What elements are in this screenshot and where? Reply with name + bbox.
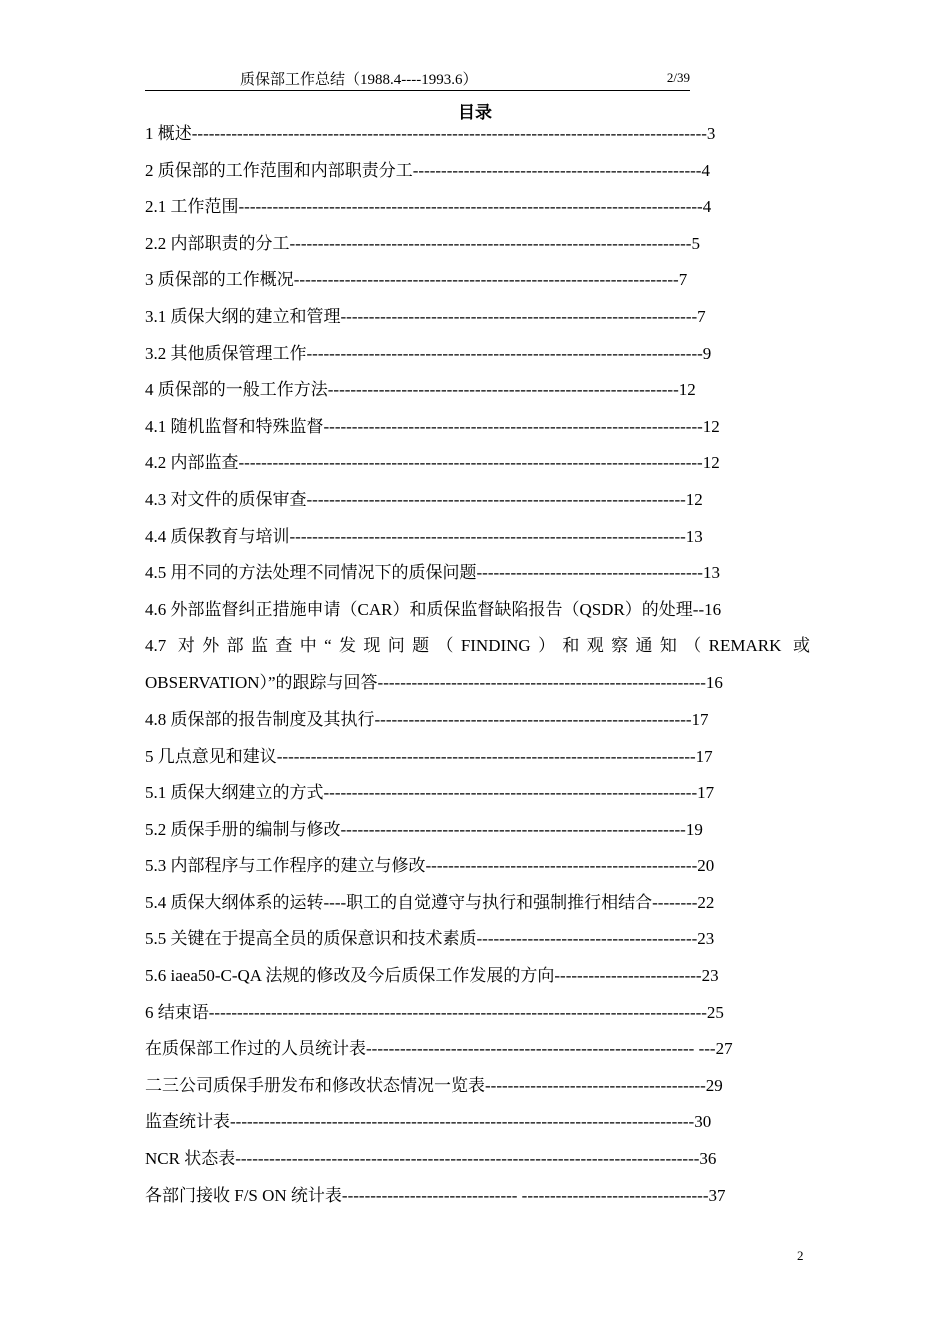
header-page-indicator: 2/39	[666, 70, 690, 85]
toc-entry[interactable]: 5.5 关键在于提高全员的质保意识和技术素质---------------------------------------23	[145, 929, 715, 949]
toc-entry[interactable]: 4.6 外部监督纠正措施申请（CAR）和质保监督缺陷报告（QSDR）的处理--16	[145, 599, 722, 619]
toc-entry[interactable]: 2.2 内部职责的分工-----------------------------------------------------------------------5	[145, 233, 700, 253]
toc-heading: 目录	[458, 103, 492, 123]
toc-entry[interactable]: 5 几点意见和建议--------------------------------------------------------------------------17	[145, 746, 713, 766]
toc-entry[interactable]: 4.3 对文件的质保审查-------------------------------------------------------------------12	[145, 489, 703, 509]
toc-entry[interactable]: 6 结束语----------------------------------------------------------------------------------------25	[145, 1002, 724, 1022]
footer-page-number: 2	[797, 1248, 804, 1263]
toc-entry[interactable]: 5.4 质保大纲体系的运转----职工的自觉遵守与执行和强制推行相结合--------22	[145, 892, 715, 912]
toc-entry[interactable]: 监查统计表----------------------------------------------------------------------------------30	[145, 1112, 712, 1132]
header-title: 质保部工作总结（1988.4----1993.6）	[240, 72, 478, 88]
toc-entry[interactable]: 5.6 iaea50-C-QA 法规的修改及今后质保工作发展的方向--------------------------23	[145, 966, 719, 986]
toc-entry[interactable]: 二三公司质保手册发布和修改状态情况一览表---------------------------------------29	[145, 1075, 723, 1095]
toc-entry[interactable]: 5.2 质保手册的编制与修改-------------------------------------------------------------19	[145, 819, 703, 839]
toc-entry[interactable]: 2.1 工作范围----------------------------------------------------------------------------------4	[145, 197, 712, 217]
toc-entry[interactable]: 4.8 质保部的报告制度及其执行--------------------------------------------------------17	[145, 709, 709, 729]
toc-entry[interactable]: 5.3 内部程序与工作程序的建立与修改------------------------------------------------20	[145, 856, 715, 876]
toc-entry[interactable]: 3 质保部的工作概况--------------------------------------------------------------------7	[145, 270, 688, 290]
page-header	[145, 66, 690, 91]
toc-entry[interactable]: OBSERVATION）”的跟踪与回答----------------------------------------------------------16	[145, 673, 723, 693]
toc-entry[interactable]: 各部门接收 F/S ON 统计表------------------------------- ---------------------------------37	[145, 1185, 726, 1205]
toc-entry[interactable]: 5.1 质保大纲建立的方式------------------------------------------------------------------17	[145, 783, 715, 803]
toc-entry[interactable]: 4.7 对外部监查中“发现问题（FINDING）和观察通知（REMARK 或	[145, 636, 810, 656]
toc-entry[interactable]: 4 质保部的一般工作方法--------------------------------------------------------------12	[145, 380, 696, 400]
toc-entry[interactable]: 在质保部工作过的人员统计表---------------------------------------------------------- ---27	[145, 1039, 733, 1059]
toc-entry[interactable]: 4.1 随机监督和特殊监督-------------------------------------------------------------------12	[145, 416, 720, 436]
toc-entry[interactable]: NCR 状态表----------------------------------------------------------------------------------36	[145, 1149, 717, 1169]
toc-entry[interactable]: 4.2 内部监查----------------------------------------------------------------------------------12	[145, 453, 720, 473]
toc-entry[interactable]: 1 概述-------------------------------------------------------------------------------------------3	[145, 124, 716, 143]
toc-entry[interactable]: 2 质保部的工作范围和内部职责分工---------------------------------------------------4	[145, 160, 710, 180]
toc-entry[interactable]: 3.2 其他质保管理工作----------------------------------------------------------------------9	[145, 343, 712, 363]
toc-entry[interactable]: 4.5 用不同的方法处理不同情况下的质保问题----------------------------------------13	[145, 563, 720, 583]
toc-entry[interactable]: 4.4 质保教育与培训----------------------------------------------------------------------13	[145, 526, 703, 546]
table-of-contents	[145, 120, 810, 1218]
toc-entry[interactable]: 3.1 质保大纲的建立和管理---------------------------------------------------------------7	[145, 306, 706, 326]
